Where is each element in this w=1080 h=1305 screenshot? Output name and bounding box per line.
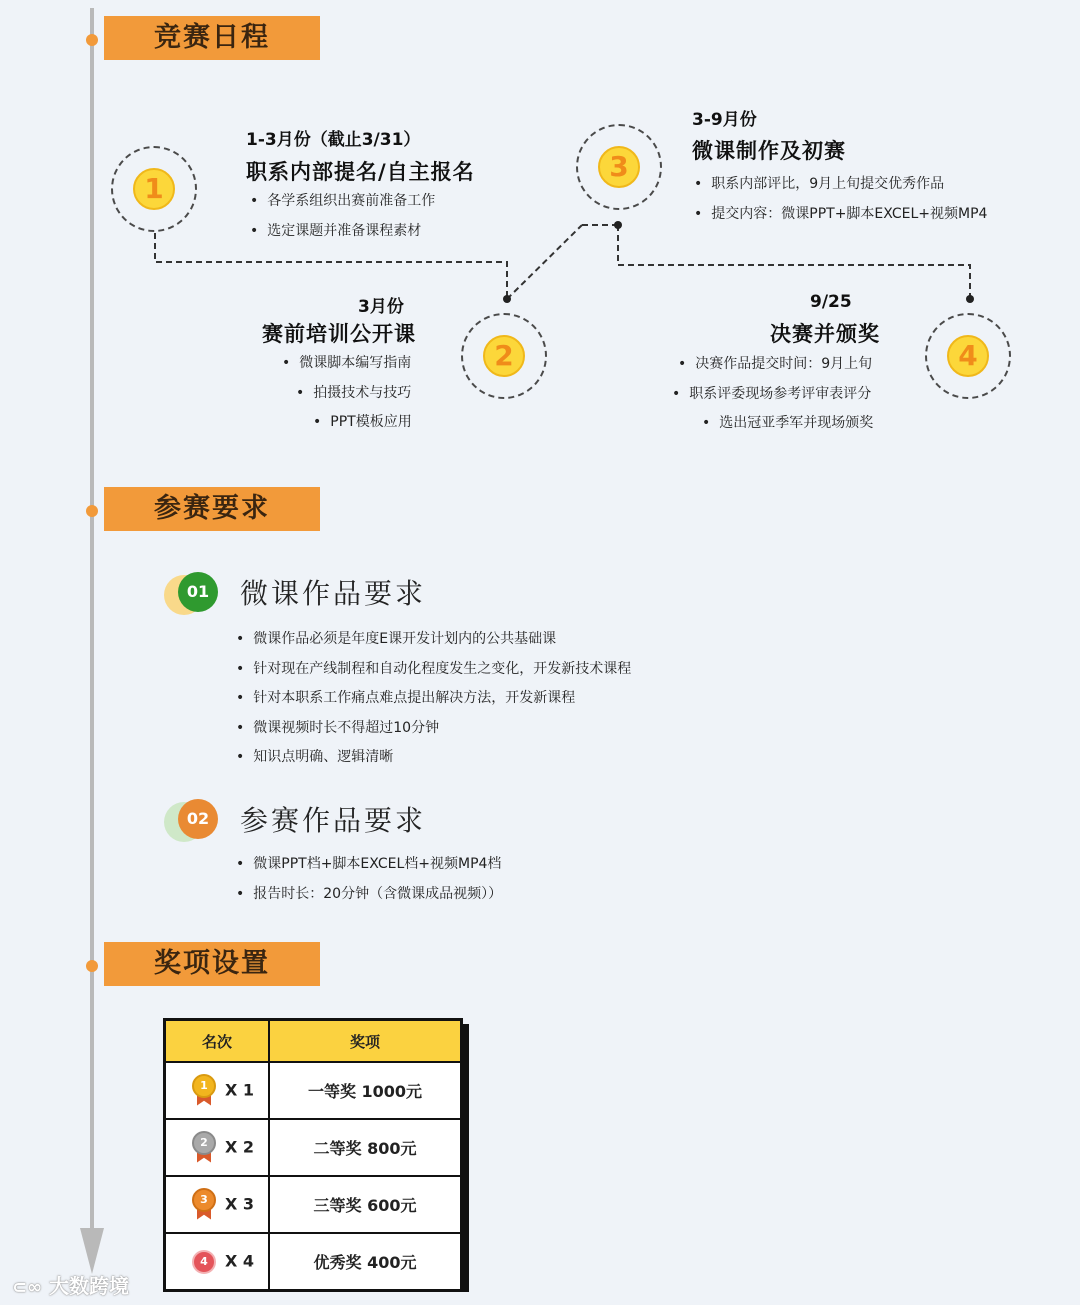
timeline-arrow-icon: [80, 1228, 104, 1274]
step-item: • 决赛作品提交时间：9月上旬: [678, 353, 872, 373]
watermark: [12, 1270, 129, 1299]
requirement-item: • 微课作品必须是年度E课开发计划内的公共基础课: [236, 628, 556, 648]
step-number-icon: 4: [947, 335, 989, 377]
step-title: 赛前培训公开课: [262, 322, 416, 346]
prize-cell: 优秀奖 400元: [269, 1233, 462, 1291]
schedule-connectors: [0, 0, 1080, 480]
requirement-title: 微课作品要求: [240, 577, 427, 610]
step-item: • PPT模板应用: [313, 411, 412, 431]
table-header-row: [165, 1020, 462, 1063]
step-title: 微课制作及初赛: [692, 139, 846, 163]
watermark-text: 大数跨境: [49, 1274, 130, 1298]
step-title: 决赛并颁奖: [770, 322, 880, 346]
step-date: 3-9月份: [692, 110, 757, 130]
watermark-logo-icon: ⊂∞: [12, 1277, 43, 1298]
prize-cell: 一等奖 1000元: [269, 1062, 462, 1119]
column-header-prize: 奖项: [269, 1020, 462, 1063]
prize-cell: 二等奖 800元: [269, 1119, 462, 1176]
bronze-medal-icon: 3: [191, 1188, 217, 1222]
section-title-schedule: 竞赛日程: [104, 16, 320, 60]
step-item: • 各学系组织出赛前准备工作: [250, 190, 435, 210]
step-circle: [925, 313, 1011, 399]
section-title-requirements: 参赛要求: [104, 487, 320, 531]
requirement-badge: 02: [178, 799, 218, 839]
step-item: • 选出冠亚季军并现场颁奖: [702, 412, 873, 432]
table-row: [165, 1062, 462, 1119]
requirement-item: • 针对本职系工作痛点难点提出解决方法，开发新课程: [236, 687, 575, 707]
table-row: [165, 1176, 462, 1233]
section-title-awards: 奖项设置: [104, 942, 320, 986]
step-title: 职系内部提名/自主报名: [246, 160, 475, 184]
gold-medal-icon: 1: [191, 1074, 217, 1108]
requirement-item: • 知识点明确、逻辑清晰: [236, 746, 393, 766]
step-date: 3月份: [358, 297, 404, 317]
requirement-title: 参赛作品要求: [240, 804, 427, 837]
step-date: 9/25: [810, 292, 852, 312]
step-item: • 职系内部评比，9月上旬提交优秀作品: [694, 173, 944, 193]
winner-count: X 4: [225, 1251, 255, 1270]
step-item: • 拍摄技术与技巧: [296, 382, 411, 402]
table-row: [165, 1233, 462, 1291]
requirement-item: • 微课视频时长不得超过10分钟: [236, 717, 439, 737]
step-item: • 微课脚本编写指南: [282, 352, 411, 372]
timeline-dot: [86, 505, 98, 517]
step-circle: [111, 146, 197, 232]
step-circle: [576, 124, 662, 210]
step-item: • 提交内容：微课PPT+脚本EXCEL+视频MP4: [694, 203, 987, 223]
winner-count: X 2: [225, 1137, 255, 1156]
column-header-rank: 名次: [165, 1020, 270, 1063]
requirement-badge: 01: [178, 572, 218, 612]
rank-cell: [165, 1176, 270, 1233]
requirement-item: • 微课PPT档+脚本EXCEL档+视频MP4档: [236, 853, 501, 873]
step-circle: [461, 313, 547, 399]
timeline-dot: [86, 960, 98, 972]
step-number-icon: 1: [133, 168, 175, 210]
rank-cell: [165, 1233, 270, 1291]
table-row: [165, 1119, 462, 1176]
step-number-icon: 3: [598, 146, 640, 188]
step-item: • 职系评委现场参考评审表评分: [672, 383, 871, 403]
prize-cell: 三等奖 600元: [269, 1176, 462, 1233]
awards-table: [163, 1018, 463, 1292]
rank-cell: [165, 1119, 270, 1176]
requirement-item: • 针对现在产线制程和自动化程度发生之变化，开发新技术课程: [236, 658, 631, 678]
step-number-icon: 2: [483, 335, 525, 377]
silver-medal-icon: 2: [191, 1131, 217, 1165]
merit-badge-icon: 4: [191, 1245, 217, 1279]
winner-count: X 3: [225, 1194, 255, 1213]
requirement-item: • 报告时长：20分钟（含微课成品视频））: [236, 883, 502, 903]
step-item: • 选定课题并准备课程素材: [250, 220, 421, 240]
step-date: 1-3月份（截止3/31）: [246, 130, 421, 150]
winner-count: X 1: [225, 1080, 255, 1099]
rank-cell: [165, 1062, 270, 1119]
